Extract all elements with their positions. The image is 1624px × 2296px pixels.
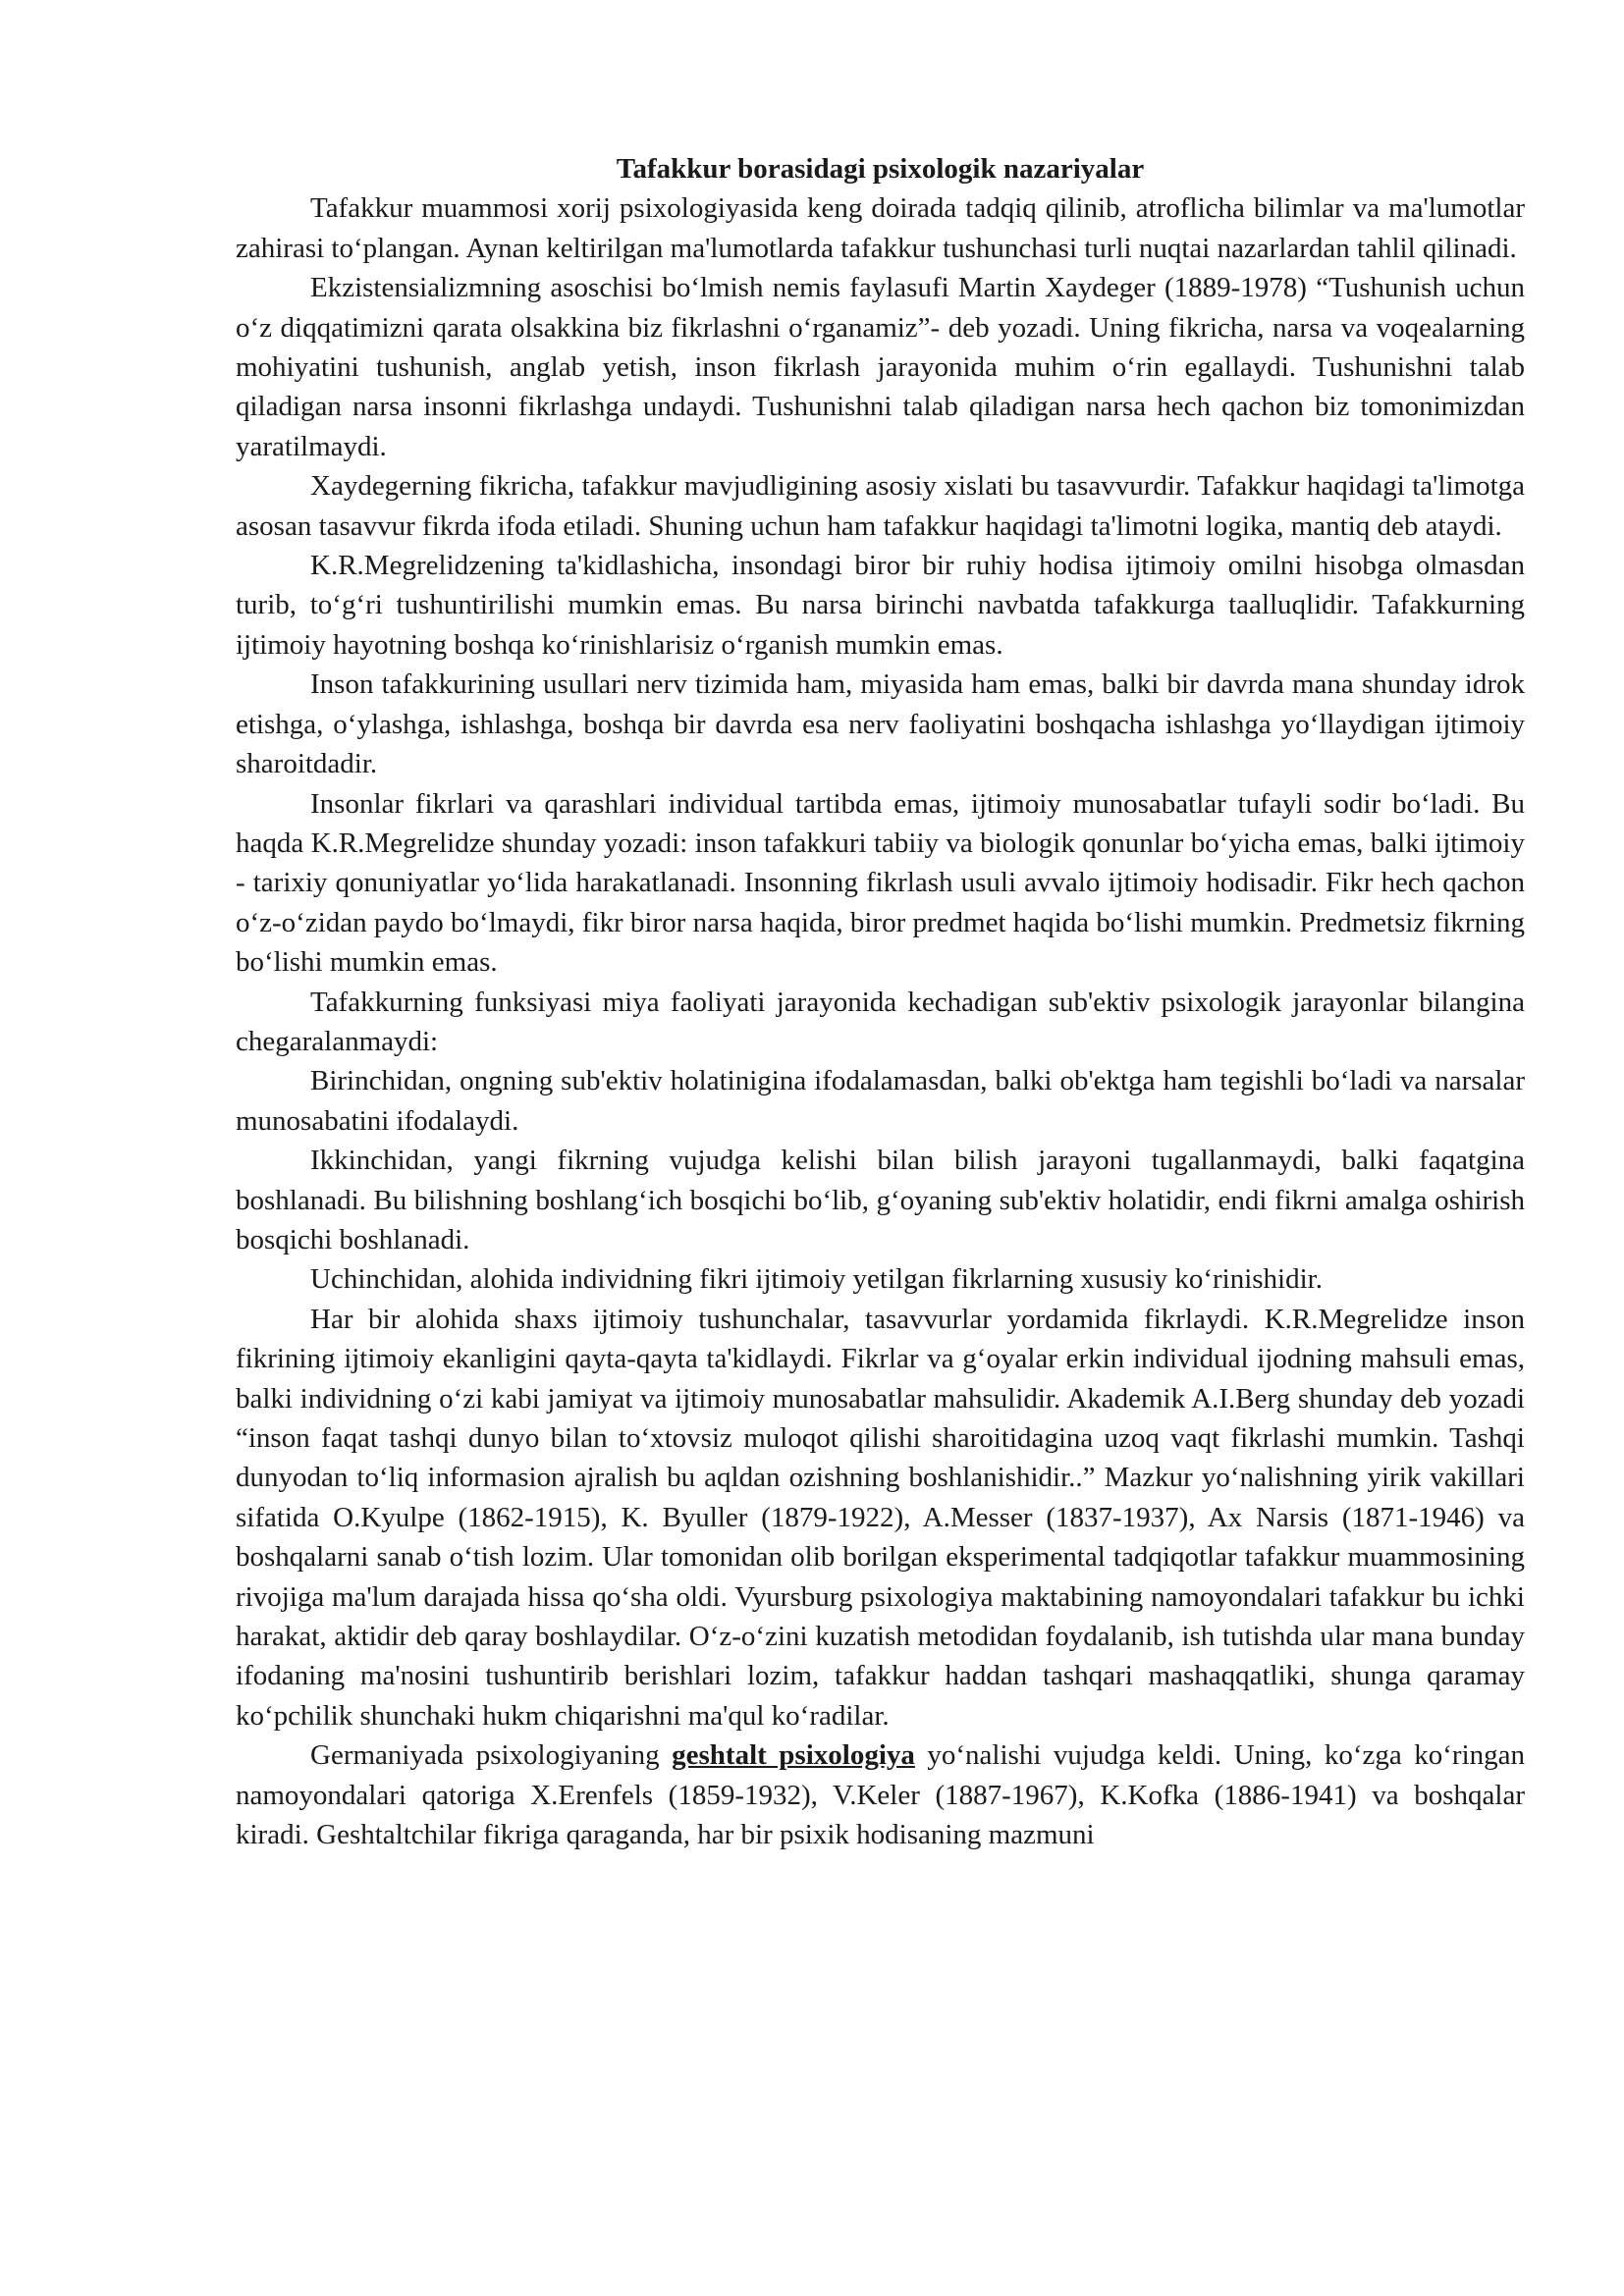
document-title: Tafakkur borasidagi psixologik nazariyalar <box>616 153 1145 185</box>
document-page <box>236 149 1525 1854</box>
paragraph-12-start: Germaniyada psixologiyaning <box>310 1739 673 1772</box>
paragraph-11: Har bir alohida shaxs ijtimoiy tushunchalar, tasavvurlar yordamida fikrlaydi. K.R.Megrelidze inson fikrining ijtimoiy ekanligini qayta-qayta ta'kidlaydi. Fikrlar va g‘oyalar erkin individual ijodning mahsuli emas, balki individning o‘zi kabi jamiyat va ijtimoiy munosabatlar mahsulidir. Akademik A.I.Berg shunday deb yozadi “inson faqat tashqi dunyo bilan to‘xtovsiz muloqot qilishi sharoitidagina uzoq vaqt fikrlashi mumkin. Tashqi dunyodan to‘liq informasion ajralish bu aqldan ozishning boshlanishidir..” Mazkur yo‘nalishning yirik vakillari sifatida O.Kyulpe (1862-1915), K. Byuller (1879-1922), A.Messer (1837-1937), Ax Narsis (1871-1946) va boshqalarni sanab o‘tish lozim. Ular tomonidan olib borilgan eksperimental tadqiqotlar tafakkur muammosining rivojiga ma'lum darajada hissa qo‘sha oldi. Vyursburg psixologiya maktabining namoyondalari tafakkur bu ichki harakat, aktidir deb qaray boshlaydilar. O‘z-o‘zini kuzatish metodidan foydalanib, ish tutishda ular mana bunday ifodaning ma'nosini tushuntirib berishlari lozim, tafakkur haddan tashqari mashaqqatliki, shunga qaramay ko‘pchilik shunchaki hukm chiqarishni ma'qul ko‘radilar. <box>236 1303 1525 1732</box>
paragraph-1: Tafakkur muammosi xorij psixologiyasida keng doirada tadqiq qilinib, atroflicha bilimlar va ma'lumotlar zahirasi to‘plangan. Aynan keltirilgan ma'lumotlarda tafakkur tushunchasi turli nuqtai nazarlardan tahlil qilinadi. <box>236 192 1525 264</box>
paragraph-4: K.R.Megrelidzening ta'kidlashicha, insondagi biror bir ruhiy hodisa ijtimoiy omilni hisobga olmasdan turib, to‘g‘ri tushuntirilishi mumkin emas. Bu narsa birinchi navbatda tafakkurga taalluqlidir. Tafakkurning ijtimoiy hayotning boshqa ko‘rinishlarisiz o‘rganish mumkin emas. <box>236 550 1525 661</box>
paragraph-10: Uchinchidan, alohida individning fikri ijtimoiy yetilgan fikrlarning xususiy ko‘rinishidir. <box>310 1263 1323 1296</box>
geshtalt-term-link[interactable]: geshtalt psixologiya <box>672 1739 915 1772</box>
paragraph-6: Insonlar fikrlari va qarashlari individual tartibda emas, ijtimoiy munosabatlar tufayli sodir bo‘ladi. Bu haqda K.R.Megrelidze shunday yozadi: inson tafakkuri tabiiy va biologik qonunlar bo‘yicha emas, balki ijtimoiy - tarixiy qonuniyatlar yo‘lida harakatlanadi. Insonning fikrlash usuli avvalo ijtimoiy hodisadir. Fikr hech qachon o‘z-o‘zidan paydo bo‘lmaydi, fikr biror narsa haqida, biror predmet haqida bo‘lishi mumkin. Predmetsiz fikrning bo‘lishi mumkin emas. <box>236 787 1525 979</box>
paragraph-12 <box>236 1735 1525 1854</box>
paragraph-5: Inson tafakkurining usullari nerv tizimida ham, miyasida ham emas, balki bir davrda mana shunday idrok etishga, o‘ylashga, ishlashga, boshqa bir davrda esa nerv faoliyatini boshqacha ishlashga yo‘llaydigan ijtimoiy sharoitdadir. <box>236 668 1525 780</box>
paragraph-2: Ekzistensializmning asoschisi bo‘lmish nemis faylasufi Martin Xaydeger (1889-1978) “Tushunish uchun o‘z diqqatimizni qarata olsakkina biz fikrlashni o‘rganamiz”- deb yozadi. Uning fikricha, narsa va voqealarning mohiyatini tushunish, anglab yetish, inson fikrlash jarayonida muhim o‘rin egallaydi. Tushunishni talab qiladigan narsa insonni fikrlashga undaydi. Tushunishni talab qiladigan narsa hech qachon biz tomonimizdan yaratilmaydi. <box>236 272 1525 462</box>
paragraph-9: Ikkinchidan, yangi fikrning vujudga kelishi bilan bilish jarayoni tugallanmaydi, balki faqatgina boshlanadi. Bu bilishning boshlang‘ich bosqichi bo‘lib, g‘oyaning sub'ektiv holatidir, endi fikrni amalga oshirish bosqichi boshlanadi. <box>236 1145 1525 1255</box>
paragraph-7: Tafakkurning funksiyasi miya faoliyati jarayonida kechadigan sub'ektiv psixologik jarayonlar bilangina chegaralanmaydi: <box>236 986 1525 1057</box>
paragraph-12-end: yo‘nalishi vujudga keldi. Uning, ko‘zga ko‘ringan namoyondalari qatoriga X.Erenfels (1859-1932), V.Keler (1887-1967), K.Kofka (1886-1941) va boshqalar kiradi. Geshtaltchilar fikriga qaraganda, har bir psixik hodisaning mazmuni <box>236 1739 1526 1851</box>
paragraph-8: Birinchidan, ongning sub'ektiv holatinigina ifodalamasdan, balki ob'ektga ham tegishli bo‘ladi va narsalar munosabatini ifodalaydi. <box>236 1065 1525 1137</box>
paragraph-3: Xaydegerning fikricha, tafakkur mavjudligining asosiy xislati bu tasavvurdir. Tafakkur haqidagi ta'limotga asosan tasavvur fikrda ifoda etiladi. Shuning uchun ham tafakkur haqidagi ta'limotni logika, mantiq deb ataydi. <box>236 470 1525 542</box>
